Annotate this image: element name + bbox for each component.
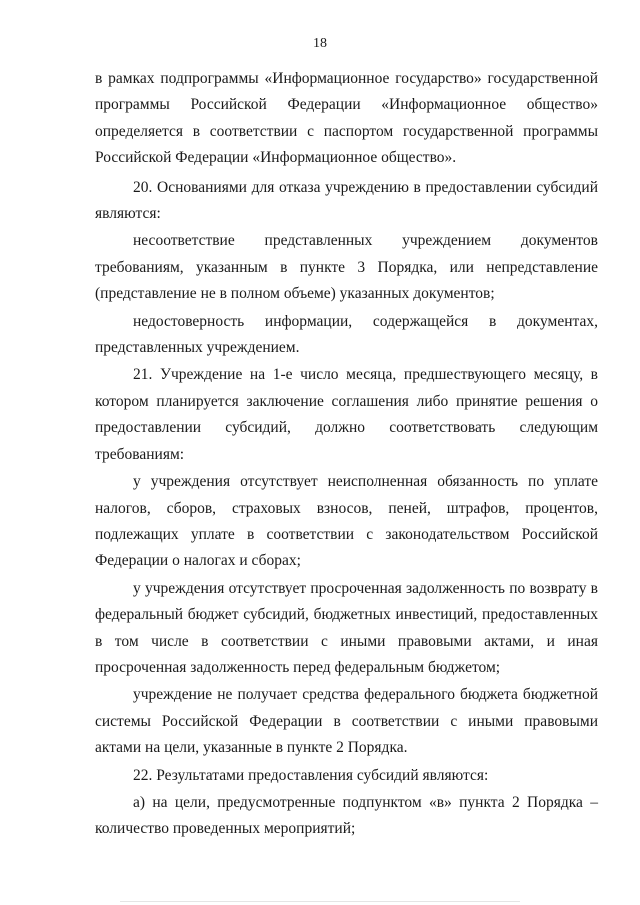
paragraph-22: 22. Результатами предоставления субсидий являются: bbox=[133, 766, 489, 784]
scan-edge-line bbox=[120, 901, 520, 902]
paragraph-20-item-2: недостоверность информации, содержащейся в документах, представленных учреждением. bbox=[95, 312, 598, 357]
paragraph-22-item-a: а) на цели, предусмотренные подпунктом «в» пункта 2 Порядка – количество проведенных мероприятий; bbox=[95, 793, 598, 838]
paragraph-20-item-1: несоответствие представленных учреждением документов требованиям, указанным в пункте 3 Порядка, или непредставление (представление не в полном объеме) указанных документов; bbox=[95, 232, 598, 303]
document-body bbox=[95, 66, 598, 843]
paragraph-21-item-2: у учреждения отсутствует просроченная задолженность по возврату в федеральный бюджет субсидий, бюджетных инвестиций, предоставленных в том числе в соответствии с иными правовыми актами, и иная просроченная задолженность перед федеральным бюджетом; bbox=[95, 579, 598, 676]
paragraph-20: 20. Основаниями для отказа учреждению в предоставлении субсидий являются: bbox=[95, 178, 598, 223]
paragraph-21: 21. Учреждение на 1-е число месяца, предшествующего месяцу, в котором планируется заключение соглашения либо принятие решения о предоставлении субсидий, должно соответствовать следующим требованиям: bbox=[95, 366, 598, 463]
paragraph-21-item-3: учреждение не получает средства федерального бюджета бюджетной системы Российской Федерации в соответствии с иными правовыми актами на цели, указанные в пункте 2 Порядка. bbox=[95, 686, 598, 757]
page-number: 18 bbox=[313, 36, 327, 51]
paragraph-21-item-1: у учреждения отсутствует неисполненная обязанность по уплате налогов, сборов, страховых взносов, пеней, штрафов, процентов, подлежащих уплате в соответствии с законодательством Российской Федерации о налогах и сборах; bbox=[95, 473, 598, 570]
paragraph-continuation: в рамках подпрограммы «Информационное государство» государственной программы Российской Федерации «Информационное общество» определяется в соответствии с паспортом государственной программы Российской Федерации «Информационное общество». bbox=[95, 70, 598, 167]
